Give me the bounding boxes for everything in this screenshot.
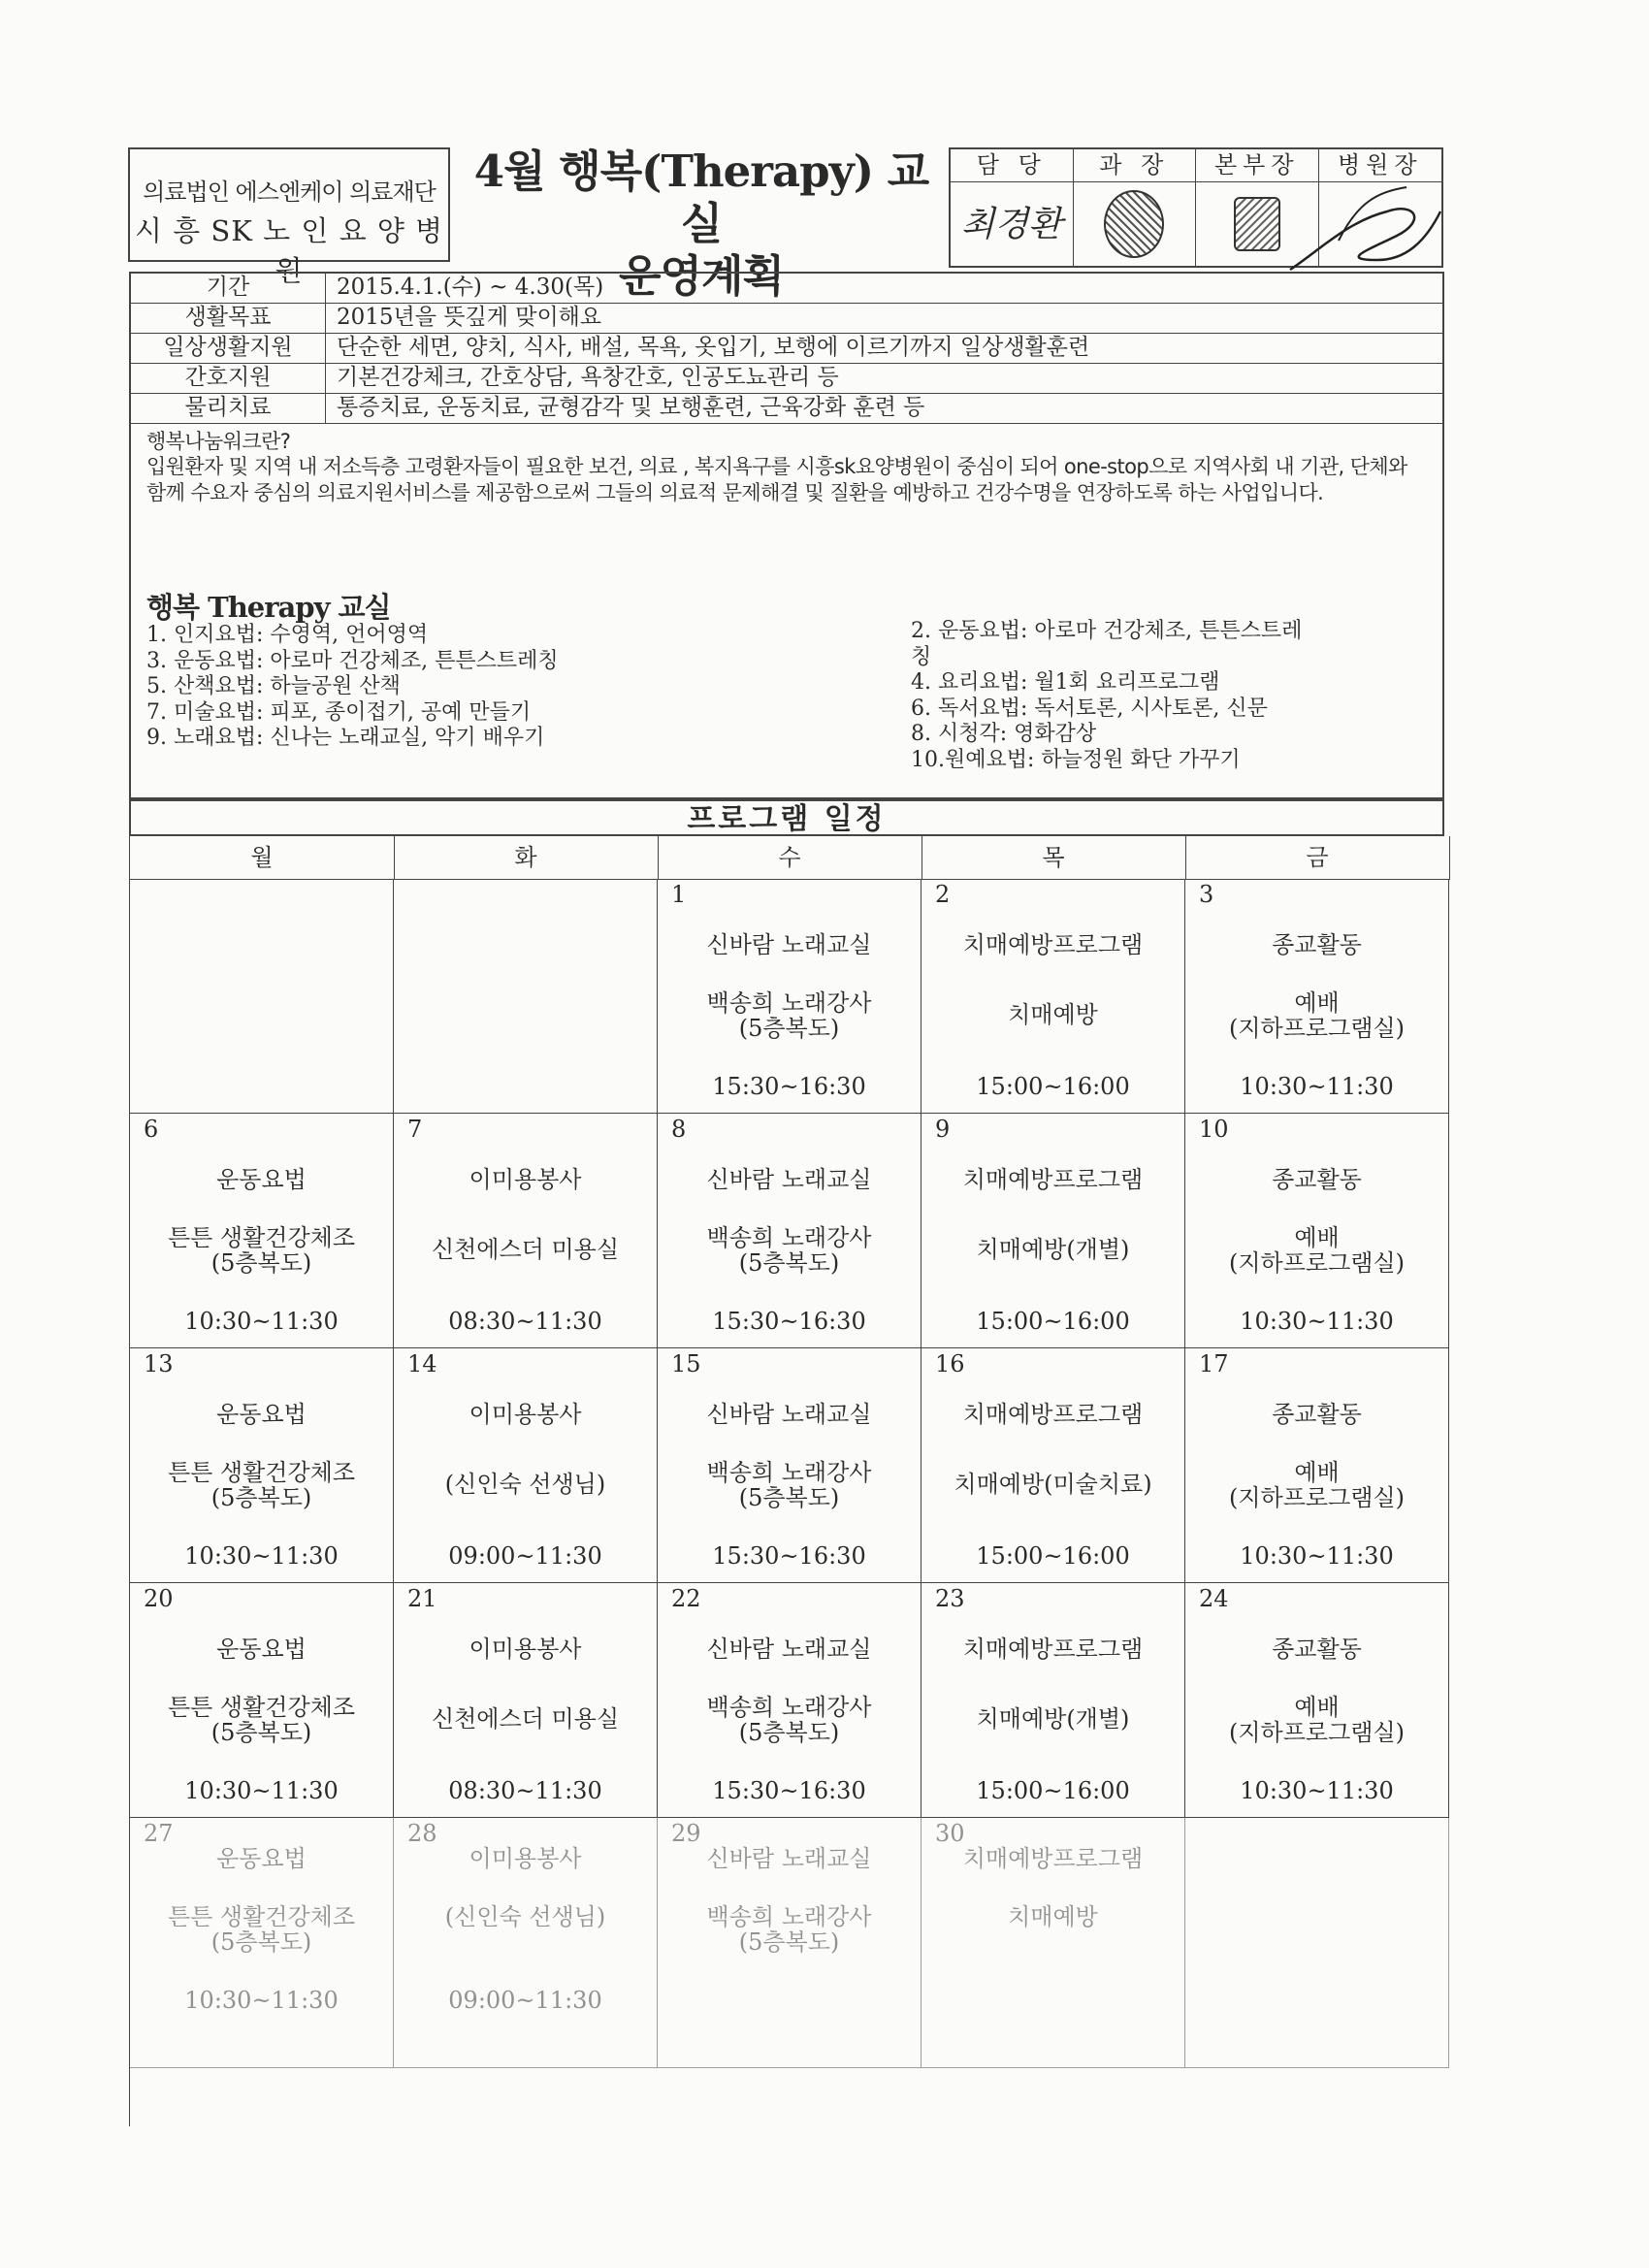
about-title: 행복나눔워크란? bbox=[146, 430, 291, 453]
program-detail: 백송희 노래강사 bbox=[706, 1459, 872, 1486]
program-location: (5층복도) bbox=[738, 1249, 840, 1277]
day-number: 6 bbox=[144, 1116, 159, 1143]
day-number: 1 bbox=[671, 881, 687, 908]
program-name: 치매예방프로그램 bbox=[962, 1636, 1144, 1663]
therapy-item: 1. 인지요법: 수영역, 언어영역 bbox=[146, 623, 429, 647]
calendar-day-cell bbox=[658, 1583, 922, 1818]
day-number: 22 bbox=[671, 1585, 701, 1612]
program-name: 이미용봉사 bbox=[469, 1845, 582, 1872]
schedule-title: 프로그램 일정 bbox=[129, 799, 1444, 836]
program-time: 10:30~11:30 bbox=[184, 1987, 339, 2014]
program-name: 신바람 노래교실 bbox=[706, 1636, 872, 1663]
program-name: 운동요법 bbox=[216, 1166, 307, 1193]
day-number: 21 bbox=[407, 1585, 437, 1612]
program-name: 운동요법 bbox=[216, 1401, 307, 1428]
info-label: 생활목표 bbox=[131, 304, 326, 333]
info-row-physical-therapy bbox=[131, 394, 1442, 424]
program-time: 10:30~11:30 bbox=[1240, 1073, 1394, 1100]
program-location: (5층복도) bbox=[738, 1015, 840, 1042]
program-location: (5층복도) bbox=[210, 1928, 312, 1956]
calendar-day-cell bbox=[1185, 879, 1449, 1114]
hospital-name: 시 흥 SK 노 인 요 양 병 원 bbox=[134, 214, 444, 287]
program-detail: 백송희 노래강사 bbox=[706, 1224, 872, 1251]
calendar-day-cell bbox=[922, 1114, 1185, 1348]
program-name: 치매예방프로그램 bbox=[962, 1845, 1144, 1872]
therapy-item: 6. 독서요법: 독서토론, 시사토론, 신문 bbox=[911, 696, 1268, 721]
therapy-item: 8. 시청각: 영화감상 bbox=[911, 722, 1097, 746]
calendar-day-cell bbox=[130, 1818, 394, 2068]
program-time: 08:30~11:30 bbox=[448, 1777, 602, 1804]
program-time: 15:30~16:30 bbox=[712, 1542, 866, 1570]
therapy-list-left bbox=[146, 623, 559, 752]
calendar-day-cell bbox=[394, 879, 658, 1114]
therapy-item: 5. 산책요법: 하늘공원 산책 bbox=[146, 674, 401, 698]
program-name: 종교활동 bbox=[1272, 1636, 1362, 1663]
program-time: 08:30~11:30 bbox=[448, 1308, 602, 1335]
approval-header-director: 본부장 bbox=[1196, 149, 1319, 182]
staff-handwritten-name: 최경환 bbox=[960, 205, 1062, 244]
day-number: 28 bbox=[407, 1820, 437, 1847]
program-detail: 튼튼 생활건강체조 bbox=[167, 1694, 356, 1721]
info-row-nursing bbox=[131, 364, 1442, 394]
program-name: 이미용봉사 bbox=[469, 1401, 582, 1428]
program-detail: 예배 bbox=[1294, 1459, 1340, 1486]
day-number: 17 bbox=[1199, 1350, 1229, 1377]
program-name: 신바람 노래교실 bbox=[706, 1845, 872, 1872]
approval-header-staff: 담 당 bbox=[951, 149, 1074, 182]
program-time: 09:00~11:30 bbox=[448, 1542, 602, 1570]
program-location: (5층복도) bbox=[738, 1719, 840, 1746]
approval-header-president: 병원장 bbox=[1319, 149, 1442, 182]
program-time: 10:30~11:30 bbox=[184, 1542, 339, 1570]
day-number: 3 bbox=[1199, 881, 1214, 908]
day-number: 10 bbox=[1199, 1116, 1229, 1143]
program-time: 10:30~11:30 bbox=[1240, 1542, 1394, 1570]
calendar-day-cell bbox=[394, 1818, 658, 2068]
calendar-day-cell bbox=[394, 1114, 658, 1348]
day-header: 수 bbox=[658, 836, 922, 880]
approval-sign-manager bbox=[1074, 182, 1197, 266]
director-seal-icon bbox=[1234, 197, 1280, 251]
program-detail: 신천에스더 미용실 bbox=[431, 1236, 620, 1263]
day-number: 30 bbox=[935, 1820, 965, 1847]
info-label: 일상생활지원 bbox=[131, 334, 326, 363]
program-name: 종교활동 bbox=[1272, 1401, 1362, 1428]
info-label: 물리치료 bbox=[131, 394, 326, 423]
calendar-day-cell bbox=[1185, 1114, 1449, 1348]
program-detail: 치매예방(개별) bbox=[976, 1236, 1130, 1263]
program-detail: 예배 bbox=[1294, 989, 1340, 1017]
calendar-day-cell bbox=[658, 879, 922, 1114]
therapy-list-right bbox=[911, 619, 1302, 773]
program-time: 10:30~11:30 bbox=[1240, 1777, 1394, 1804]
program-time: 09:00~11:30 bbox=[448, 1987, 602, 2014]
day-header: 월 bbox=[130, 836, 395, 880]
program-time: 10:30~11:30 bbox=[1240, 1308, 1394, 1335]
program-name: 종교활동 bbox=[1272, 931, 1362, 958]
therapy-item: 4. 요리요법: 월1회 요리프로그램 bbox=[911, 670, 1220, 695]
therapy-item: 칭 bbox=[911, 644, 932, 669]
organization-box bbox=[128, 147, 450, 287]
day-number: 9 bbox=[935, 1116, 951, 1143]
program-name: 신바람 노래교실 bbox=[706, 1401, 872, 1428]
program-detail: 백송희 노래강사 bbox=[706, 989, 872, 1017]
program-location: (5층복도) bbox=[210, 1484, 312, 1511]
calendar-day-cell bbox=[1185, 1348, 1449, 1583]
program-location: (5층복도) bbox=[210, 1249, 312, 1277]
calendar-day-cell bbox=[658, 1818, 922, 2068]
day-header: 목 bbox=[922, 836, 1186, 880]
calendar-day-cell bbox=[922, 1818, 1185, 2068]
info-value: 2015년을 뜻깊게 맞이해요 bbox=[337, 305, 602, 330]
program-name: 이미용봉사 bbox=[469, 1166, 582, 1193]
program-time: 15:30~16:30 bbox=[712, 1308, 866, 1335]
program-detail: (신인숙 선생님) bbox=[444, 1471, 606, 1498]
day-number: 29 bbox=[671, 1820, 701, 1847]
calendar-day-cell bbox=[1185, 1818, 1449, 2068]
approval-sign-staff bbox=[951, 182, 1074, 266]
therapy-item: 3. 운동요법: 아로마 건강체조, 튼튼스트레칭 bbox=[146, 648, 559, 673]
therapy-title: 행복 Therapy 교실 bbox=[146, 591, 391, 624]
program-time: 15:30~16:30 bbox=[712, 1073, 866, 1100]
program-detail: 튼튼 생활건강체조 bbox=[167, 1459, 356, 1486]
about-text: 입원환자 및 지역 내 저소득층 고령환자들이 필요한 보건, 의료 , 복지욕구를 시흥sk요양병원이 중심이 되어 one-stop으로 지역사회 내 기관, 단체와 함께 수요자 중심의 의료지원서비스를 제공함으로써 그들의 의료적 문제해결 및 질환을 예방하고 건강수명을 연장하도록 하는 사업입니다. bbox=[146, 455, 1407, 504]
therapy-item: 10.원예요법: 하늘정원 화단 가꾸기 bbox=[911, 747, 1241, 772]
calendar-day-cell bbox=[922, 1583, 1185, 1818]
program-detail: 백송희 노래강사 bbox=[706, 1694, 872, 1721]
therapy-item: 2. 운동요법: 아로마 건강체조, 튼튼스트레 bbox=[911, 619, 1303, 643]
day-number: 2 bbox=[935, 881, 951, 908]
calendar-day-cell bbox=[658, 1114, 922, 1348]
day-number: 14 bbox=[407, 1350, 437, 1377]
program-detail: 백송희 노래강사 bbox=[706, 1903, 872, 1930]
day-header: 화 bbox=[394, 836, 659, 880]
info-value: 기본건강체크, 간호상담, 욕창간호, 인공도뇨관리 등 bbox=[337, 365, 839, 390]
program-time: 15:30~16:30 bbox=[712, 1777, 866, 1804]
approval-table bbox=[949, 147, 1443, 268]
program-detail: 치매예방(개별) bbox=[976, 1705, 1130, 1733]
program-location: (5층복도) bbox=[210, 1719, 312, 1746]
program-detail: (신인숙 선생님) bbox=[444, 1903, 606, 1930]
calendar-day-cell bbox=[922, 1348, 1185, 1583]
info-value: 통증치료, 운동치료, 균형감각 및 보행훈련, 근육강화 훈련 등 bbox=[337, 395, 925, 420]
info-value: 단순한 세면, 양치, 식사, 배설, 목욕, 옷입기, 보행에 이르기까지 일상생활훈련 bbox=[337, 335, 1090, 360]
program-name: 이미용봉사 bbox=[469, 1636, 582, 1663]
program-name: 치매예방프로그램 bbox=[962, 931, 1144, 958]
program-location: (지하프로그램실) bbox=[1228, 1015, 1405, 1042]
info-row-daily-living bbox=[131, 334, 1442, 364]
calendar-day-cell bbox=[130, 1583, 394, 1818]
program-name: 신바람 노래교실 bbox=[706, 1166, 872, 1193]
calendar-day-cell bbox=[922, 879, 1185, 1114]
program-name: 운동요법 bbox=[216, 1636, 307, 1663]
day-number: 23 bbox=[935, 1585, 965, 1612]
approval-sign-president bbox=[1319, 182, 1442, 266]
day-header: 금 bbox=[1185, 836, 1450, 880]
info-row-goal bbox=[131, 304, 1442, 334]
program-name: 치매예방프로그램 bbox=[962, 1401, 1144, 1428]
program-detail: 신천에스더 미용실 bbox=[431, 1705, 620, 1733]
calendar-day-cell bbox=[130, 1114, 394, 1348]
calendar-day-cell bbox=[1185, 1583, 1449, 1818]
day-number: 24 bbox=[1199, 1585, 1229, 1612]
program-detail: 치매예방 bbox=[1008, 1001, 1098, 1028]
manager-seal-icon bbox=[1104, 190, 1164, 258]
program-location: (5층복도) bbox=[738, 1484, 840, 1511]
program-time: 10:30~11:30 bbox=[184, 1308, 339, 1335]
program-detail: 치매예방(미술치료) bbox=[954, 1471, 1152, 1498]
program-location: (지하프로그램실) bbox=[1228, 1719, 1405, 1746]
therapy-item: 9. 노래요법: 신나는 노래교실, 악기 배우기 bbox=[146, 726, 545, 750]
program-detail: 튼튼 생활건강체조 bbox=[167, 1903, 356, 1930]
day-number: 16 bbox=[935, 1350, 965, 1377]
calendar-day-cell bbox=[394, 1583, 658, 1818]
program-location: (5층복도) bbox=[738, 1928, 840, 1956]
program-time: 15:00~16:00 bbox=[976, 1542, 1130, 1570]
title-line-1: 4월 행복(Therapy) 교실 bbox=[473, 146, 929, 249]
program-detail: 치매예방 bbox=[1008, 1903, 1098, 1930]
info-value: 2015.4.1.(수) ~ 4.30(목) bbox=[337, 275, 604, 300]
day-number: 15 bbox=[671, 1350, 701, 1377]
info-label: 간호지원 bbox=[131, 364, 326, 393]
day-number: 27 bbox=[144, 1820, 174, 1847]
therapy-item: 7. 미술요법: 피포, 종이접기, 공예 만들기 bbox=[146, 699, 532, 725]
day-number: 20 bbox=[144, 1585, 174, 1612]
program-detail: 예배 bbox=[1294, 1694, 1340, 1721]
info-row-period bbox=[131, 274, 1442, 304]
program-detail: 예배 bbox=[1294, 1224, 1340, 1251]
calendar-day-cell bbox=[658, 1348, 922, 1583]
approval-header-manager: 과 장 bbox=[1074, 149, 1197, 182]
calendar-day-cell bbox=[130, 1348, 394, 1583]
program-name: 운동요법 bbox=[216, 1845, 307, 1872]
schedule-calendar bbox=[129, 836, 1448, 2126]
day-number: 13 bbox=[144, 1350, 174, 1377]
program-time: 15:00~16:00 bbox=[976, 1073, 1130, 1100]
calendar-day-cell bbox=[130, 879, 394, 1114]
title-line-2: 운영계획 bbox=[619, 250, 784, 302]
program-time: 10:30~11:30 bbox=[184, 1777, 339, 1804]
program-name: 치매예방프로그램 bbox=[962, 1166, 1144, 1193]
program-detail: 튼튼 생활건강체조 bbox=[167, 1224, 356, 1251]
program-location: (지하프로그램실) bbox=[1228, 1484, 1405, 1511]
info-label: 기간 bbox=[131, 274, 326, 303]
program-location: (지하프로그램실) bbox=[1228, 1249, 1405, 1277]
program-name: 종교활동 bbox=[1272, 1166, 1362, 1193]
org-name: 의료법인 에스엔케이 의료재단 bbox=[143, 178, 436, 206]
day-number: 7 bbox=[407, 1116, 423, 1143]
program-time: 15:00~16:00 bbox=[976, 1777, 1130, 1804]
program-info-section bbox=[129, 272, 1444, 799]
program-name: 신바람 노래교실 bbox=[706, 931, 872, 958]
day-number: 8 bbox=[671, 1116, 687, 1143]
calendar-day-cell bbox=[394, 1348, 658, 1583]
program-time: 15:00~16:00 bbox=[976, 1308, 1130, 1335]
